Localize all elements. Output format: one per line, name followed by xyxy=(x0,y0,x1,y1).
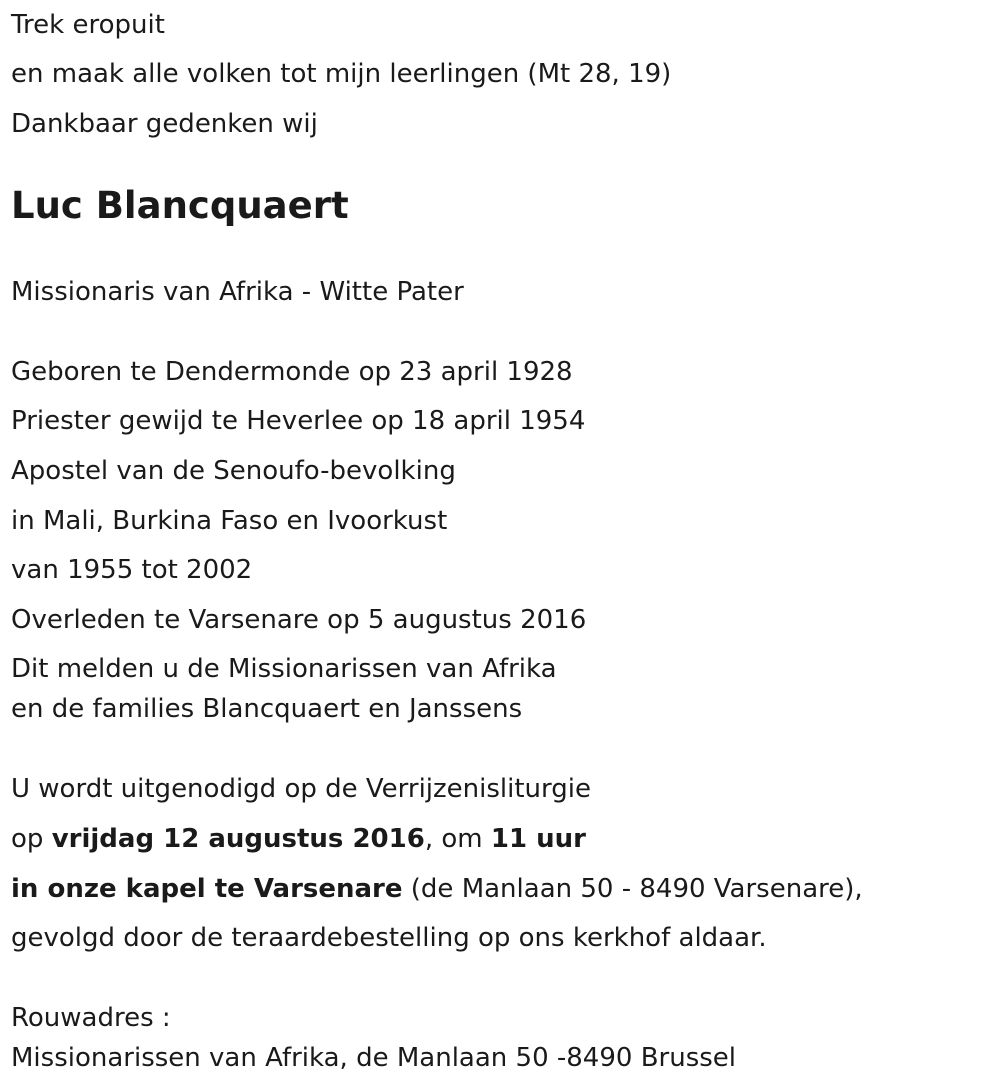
invitation-datetime xyxy=(11,823,586,855)
bio-line: Priester gewijd te Heverlee op 18 april 1954 xyxy=(11,406,586,436)
service-address: (de Manlaan 50 - 8490 Varsenare), xyxy=(402,874,863,904)
mourning-address-label: Rouwadres : xyxy=(11,1003,171,1033)
invitation-place xyxy=(11,873,863,905)
verse-line-3: Dankbaar gedenken wij xyxy=(11,109,318,139)
bio-line: in Mali, Burkina Faso en Ivoorkust xyxy=(11,506,448,536)
service-place: in onze kapel te Varsenare xyxy=(11,874,403,904)
verse-line-2: en maak alle volken tot mijn leerlingen (Mt 28, 19) xyxy=(11,59,672,89)
verse-line-1: Trek eropuit xyxy=(11,10,165,40)
invitation-intro: U wordt uitgenodigd op de Verrijzenisliturgie xyxy=(11,774,591,804)
deceased-name: Luc Blancquaert xyxy=(11,184,349,227)
bio-line: en de families Blancquaert en Janssens xyxy=(11,694,523,724)
bio-line: Apostel van de Senoufo-bevolking xyxy=(11,456,456,486)
date-prefix: op xyxy=(11,824,52,854)
bio-line: van 1955 tot 2002 xyxy=(11,555,253,585)
deceased-title: Missionaris van Afrika - Witte Pater xyxy=(11,277,464,307)
service-date: vrijdag 12 augustus 2016 xyxy=(51,824,425,854)
bio-line: Overleden te Varsenare op 5 augustus 2016 xyxy=(11,605,587,635)
service-time: 11 uur xyxy=(490,824,586,854)
time-separator: , om xyxy=(424,824,491,854)
invitation-burial: gevolgd door de teraardebestelling op ons kerkhof aldaar. xyxy=(11,923,767,953)
bio-line: Geboren te Dendermonde op 23 april 1928 xyxy=(11,357,573,387)
mourning-address: Missionarissen van Afrika, de Manlaan 50 -8490 Brussel xyxy=(11,1043,737,1073)
bio-line: Dit melden u de Missionarissen van Afrika xyxy=(11,654,557,684)
